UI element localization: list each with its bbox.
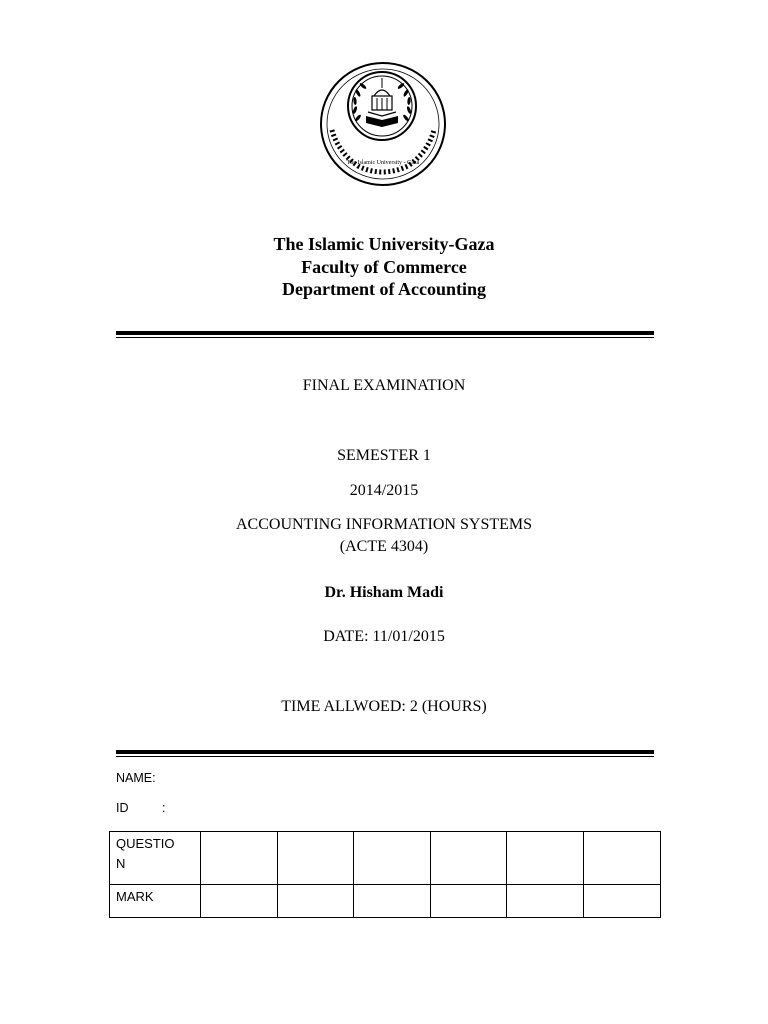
id-label: ID [116,801,129,815]
mark-cell[interactable] [507,885,584,918]
mark-cell[interactable] [431,885,507,918]
id-colon: : [162,801,166,815]
question-cell[interactable] [507,832,584,885]
mark-row [110,885,661,918]
course-code: (ACTE 4304) [339,538,429,555]
semester: SEMESTER 1 [337,447,431,464]
institution-heading [0,233,768,301]
mark-cell[interactable] [584,885,661,918]
question-cell[interactable] [278,832,354,885]
question-header-cell [110,832,201,885]
mark-label: MARK [116,889,154,904]
mark-header-cell [110,885,201,918]
university-name: The Islamic University-Gaza [273,234,495,254]
question-label-line1: QUESTIO [116,836,175,851]
mark-cell[interactable] [354,885,431,918]
faculty-name: Faculty of Commerce [301,256,467,277]
question-cell[interactable] [354,832,431,885]
question-cell[interactable] [584,832,661,885]
bottom-divider [116,750,654,757]
time-allowed: TIME ALLWOED: 2 (HOURS) [281,698,487,715]
name-label: NAME: [116,771,156,785]
department-name: Department of Accounting [282,279,486,299]
instructor-name: Dr. Hisham Madi [324,584,444,601]
university-seal-icon [318,60,448,188]
mark-cell[interactable] [201,885,278,918]
question-label-line2: N [116,856,126,871]
svg-text:The Islamic University - Gaza: The Islamic University - Gaza [346,160,420,166]
exam-date: DATE: 11/01/2015 [323,628,445,645]
top-divider [116,331,654,338]
mark-cell[interactable] [278,885,354,918]
question-row [110,832,661,885]
course-name: ACCOUNTING INFORMATION SYSTEMS [235,516,533,533]
marks-table [109,831,661,918]
academic-year: 2014/2015 [349,482,419,499]
question-cell[interactable] [431,832,507,885]
question-cell[interactable] [201,832,278,885]
exam-title: FINAL EXAMINATION [302,377,466,394]
